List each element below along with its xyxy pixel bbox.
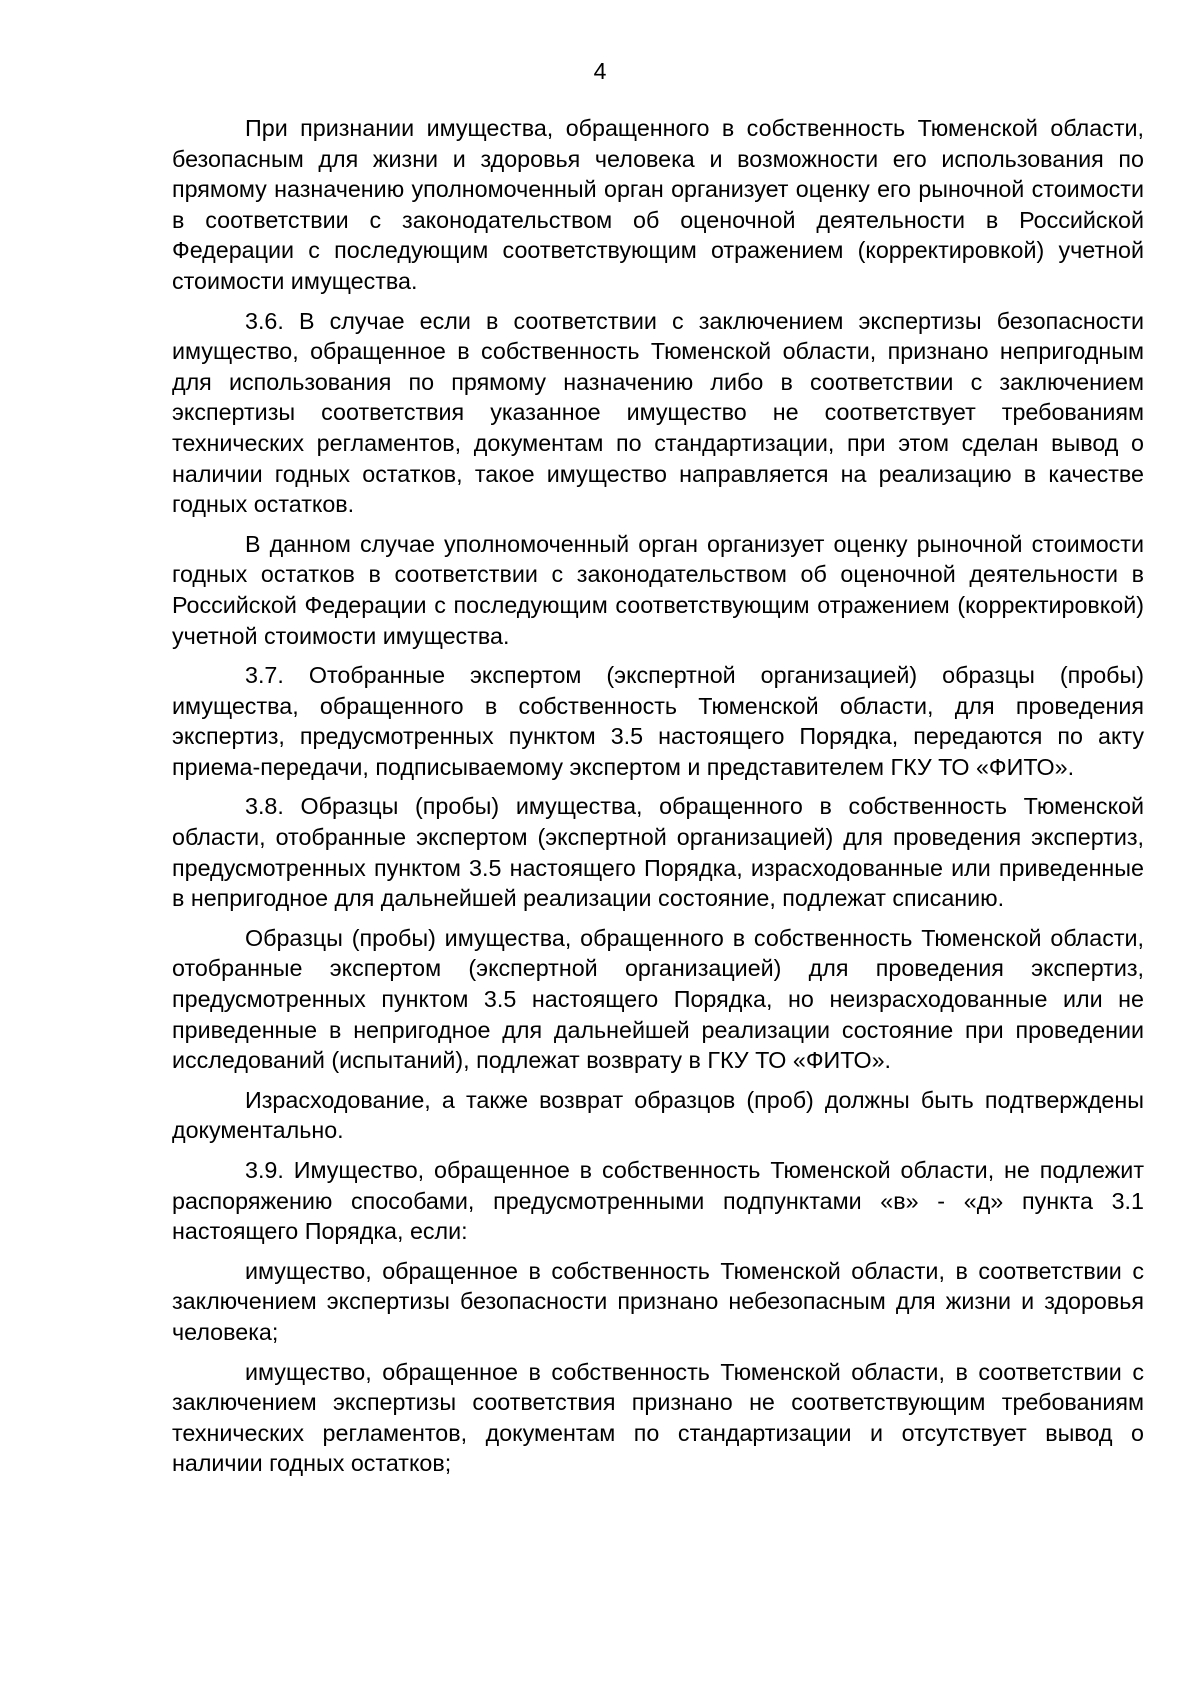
paragraph-3-8: 3.8. Образцы (пробы) имущества, обращенного в собственность Тюменской области, отобранные экспертом (экспертной организацией) для проведения экспертиз, предусмотренных пунктом 3.5 настоящего Порядка, израсходованные или приведенные в непригодное для дальнейшей реализации состояние, подлежат списанию. — [172, 793, 1144, 912]
paragraph-3-7: 3.7. Отобранные экспертом (экспертной организацией) образцы (пробы) имущества, обращенного в собственность Тюменской области, для проведения экспертиз, предусмотренных пунктом 3.5 настоящего Порядка, передаются по акту приема-передачи, подписываемому экспертом и представителем ГКУ ТО «ФИТО». — [172, 662, 1144, 780]
paragraph-3-6-assessment: В данном случае уполномоченный орган организует оценку рыночной стоимости годных остатков в соответствии с законодательством об оценочной деятельности в Российской Федерации с последующим соответствующим отражением (корректировкой) учетной стоимости имущества. — [172, 530, 1144, 649]
paragraph-3-9-condition-safety: имущество, обращенное в собственность Тюменской области, в соответствии с заключением экспертизы безопасности признано небезопасным для жизни и здоровья человека; — [172, 1257, 1144, 1345]
document-body — [172, 113, 1144, 1488]
paragraph-3-9: 3.9. Имущество, обращенное в собственность Тюменской области, не подлежит распоряжению способами, предусмотренными подпунктами «в» - «д» пункта 3.1 настоящего Порядка, если: — [172, 1157, 1144, 1245]
paragraph-3-8-return: Образцы (пробы) имущества, обращенного в собственность Тюменской области, отобранные экспертом (экспертной организацией) для проведения экспертиз, предусмотренных пунктом 3.5 настоящего Порядка, но неизрасходованные или не приведенные в непригодное для дальнейшей реализации состояние при проведении исследований (испытаний), подлежат возврату в ГКУ ТО «ФИТО». — [172, 924, 1144, 1074]
page-number: 4 — [593, 58, 607, 84]
paragraph-3-8-documentation: Израсходование, а также возврат образцов (проб) должны быть подтверждены документально. — [172, 1086, 1144, 1144]
paragraph-3-6: 3.6. В случае если в соответствии с заключением экспертизы безопасности имущество, обращенное в собственность Тюменской области, признано непригодным для использования по прямому назначению либо в соответствии с заключением экспертизы соответствия указанное имущество не соответствует требованиям технических регламентов, документам по стандартизации, при этом сделан вывод о наличии годных остатков, такое имущество направляется на реализацию в качестве годных остатков. — [172, 307, 1144, 518]
paragraph-3-9-condition-conformity: имущество, обращенное в собственность Тюменской области, в соответствии с заключением экспертизы соответствия признано не соответствующим требованиям технических регламентов, документам по стандартизации и отсутствует вывод о наличии годных остатков; — [172, 1358, 1144, 1477]
paragraph-assessment: При признании имущества, обращенного в собственность Тюменской области, безопасным для жизни и здоровья человека и возможности его использования по прямому назначению уполномоченный орган организует оценку его рыночной стоимости в соответствии с законодательством об оценочной деятельности в Российской Федерации с последующим соответствующим отражением (корректировкой) учетной стоимости имущества. — [172, 115, 1144, 294]
